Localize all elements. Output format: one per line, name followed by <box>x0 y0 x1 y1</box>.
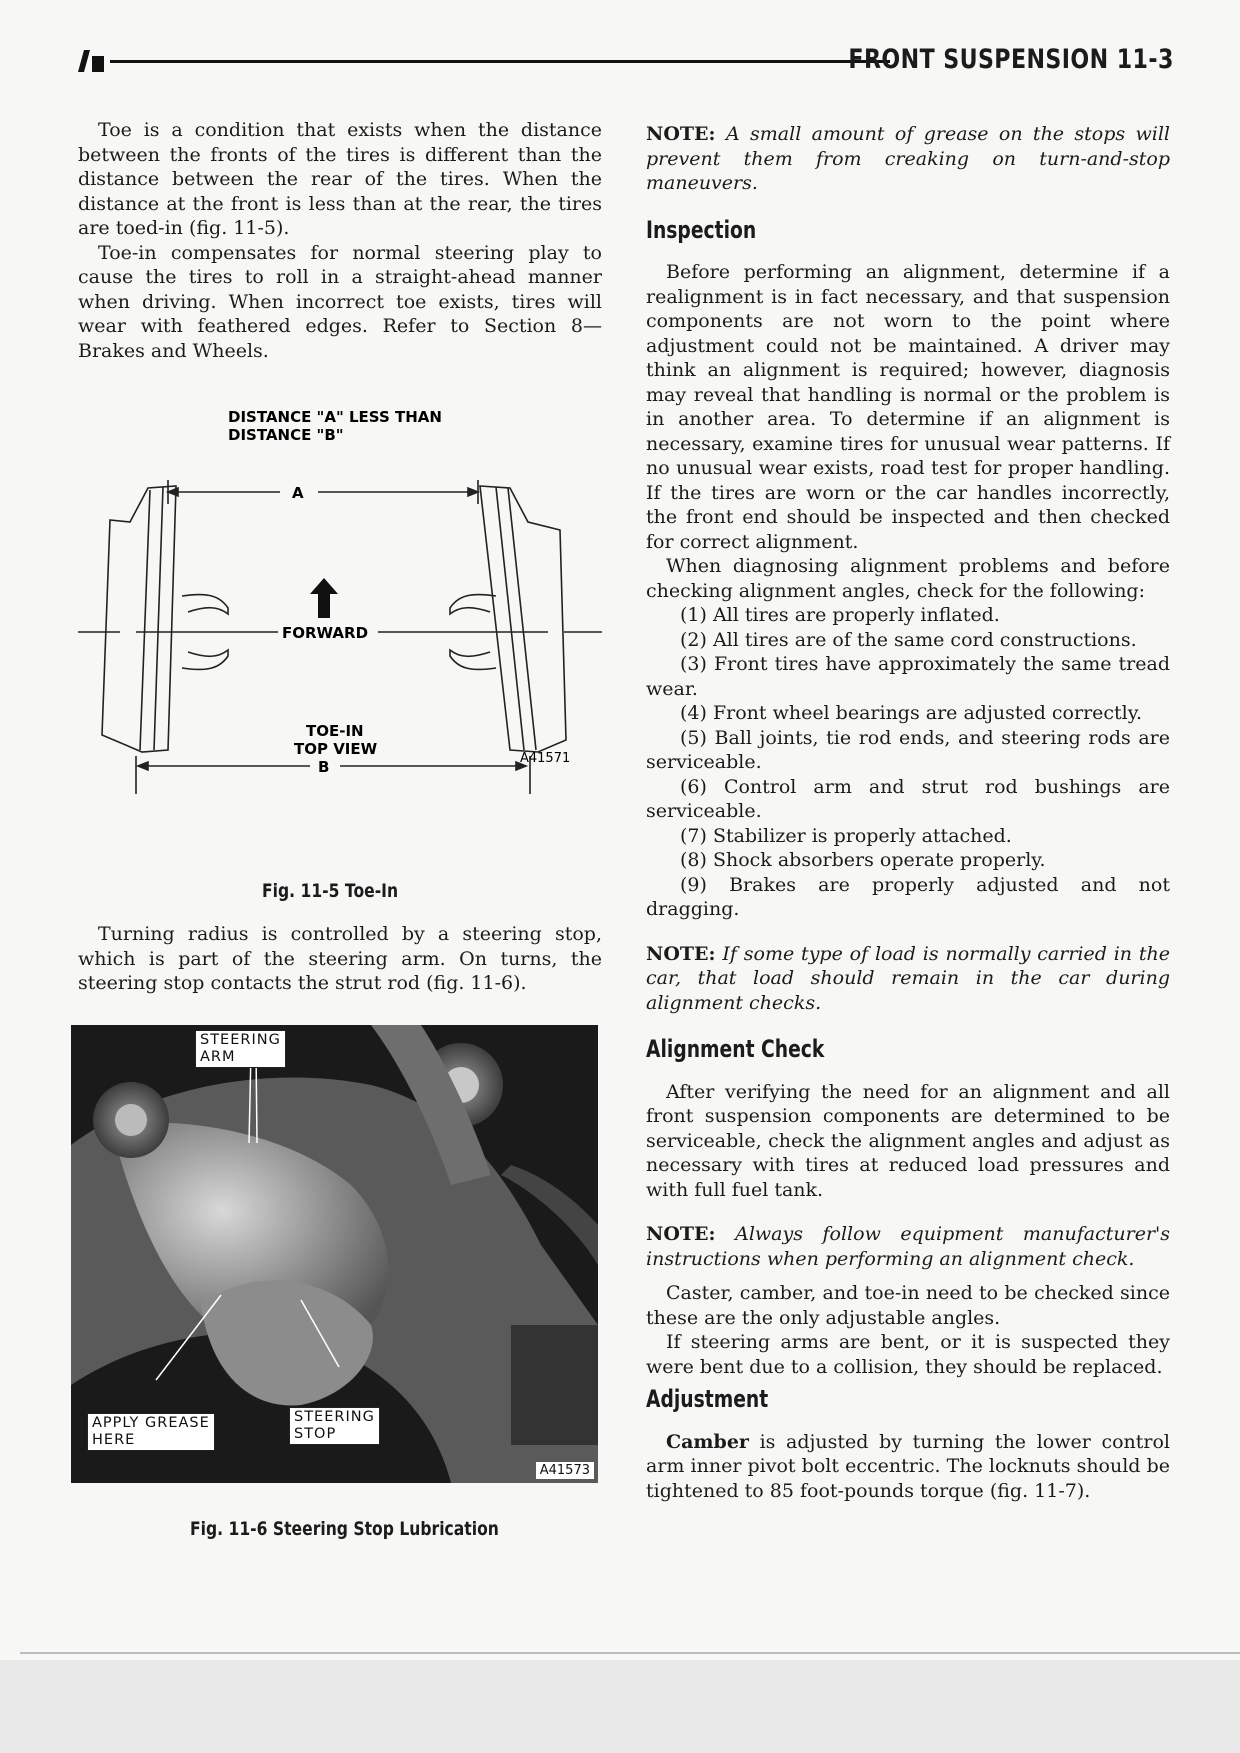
callout-apply-grease <box>87 1413 215 1451</box>
label-distance-line1: DISTANCE "A" LESS THAN <box>228 408 442 426</box>
label-a: A <box>292 484 304 502</box>
paragraph-turning-radius: Turning radius is controlled by a steering stop, which is part of the steering arm. On turns, the steering stop contacts the strut rod (fig. 11-6). <box>78 923 602 994</box>
paragraph-bent-arms: If steering arms are bent, or it is suspected they were bent due to a collision, they should be replaced. <box>646 1331 1170 1378</box>
note-text: If some type of load is normally carried in the car, that load should remain in the car during alignment checks. <box>646 942 1170 1014</box>
figure-11-6-caption: Fig. 11-6 Steering Stop Lubrication <box>190 1518 499 1540</box>
note-label: NOTE: <box>646 1223 716 1245</box>
label-toe-in: TOE-IN <box>306 722 364 740</box>
steering-stop-photo <box>71 1025 598 1483</box>
checklist-item: (4) Front wheel bearings are adjusted correctly. <box>680 702 1142 724</box>
checklist-item: (1) All tires are properly inflated. <box>680 604 1000 626</box>
forward-arrow-icon <box>310 578 338 618</box>
paragraph-alignment-check: After verifying the need for an alignment and all front suspension components are determined to be serviceable, check the alignment angles and adjust as necessary with tires at reduced load pressures and with full fuel tank. <box>646 1080 1170 1201</box>
figure-id-a41571: A41571 <box>520 751 571 766</box>
note-grease <box>646 122 1170 196</box>
checklist-item: (3) Front tires have approximately the same tread wear. <box>646 653 1170 700</box>
toe-in-diagram <box>78 400 602 820</box>
callout-apply-grease-line1: APPLY GREASE <box>92 1415 210 1431</box>
label-forward: FORWARD <box>282 624 369 642</box>
checklist-item: (2) All tires are of the same cord constructions. <box>680 628 1137 651</box>
paragraph-diagnosing: When diagnosing alignment problems and before checking alignment angles, check for the following: <box>646 555 1170 602</box>
checklist-item: (7) Stabilizer is properly attached. <box>680 824 1012 847</box>
paragraph-inspection: Before performing an alignment, determine if a realignment is in fact necessary, and that suspension components are not worn to the point where adjustment could not be maintained. A driver may think an alignment is required; however, diagnosis may reveal that handling is normal or the problem is in another area. To determine if an alignment is necessary, examine tires for unusual wear patterns. If no unusual wear exists, road test for proper handling. If the tires are worn or the car handles incorrectly, the front end should be inspected and then checked for correct alignment. <box>646 261 1170 553</box>
page-header-title: FRONT SUSPENSION 11-3 <box>848 44 1174 75</box>
label-b: B <box>318 758 330 776</box>
paragraph-toe-definition: Toe is a condition that exists when the distance between the fronts of the tires is different than the distance between the rear of the tires. When the distance at the front is less than at the rear, the tires are toed-in (fig. 11-5). <box>78 119 602 239</box>
paragraph-adjustable-angles: Caster, camber, and toe-in need to be checked since these are the only adjustable angles. <box>646 1282 1170 1329</box>
heading-adjustment: Adjustment <box>646 1385 769 1413</box>
callout-steering-stop-line2: STOP <box>294 1426 337 1442</box>
note-text: A small amount of grease on the stops will prevent them from creaking on turn-and-stop maneuvers. <box>646 123 1171 194</box>
figure-id-a41573: A41573 <box>536 1462 594 1479</box>
note-manufacturer <box>646 1222 1170 1271</box>
paragraph-toe-in: Toe-in compensates for normal steering play to cause the tires to roll in a straight-ahead manner when driving. When incorrect toe exists, tires will wear with feathered edges. Refer to Section 8—Brakes and Wheels. <box>78 241 602 362</box>
note-load <box>646 942 1170 1016</box>
camber-term: Camber <box>666 1430 749 1453</box>
page-edge <box>20 1652 1240 1654</box>
right-column <box>646 122 1170 1503</box>
callout-steering-stop <box>289 1407 380 1445</box>
callout-steering-stop-line1: STEERING <box>294 1409 375 1425</box>
checklist-item: (5) Ball joints, tie rod ends, and steering rods are serviceable. <box>646 726 1170 773</box>
right-tire-outline <box>480 486 566 752</box>
label-distance-line2: DISTANCE "B" <box>228 426 344 444</box>
paragraph-camber <box>646 1430 1170 1504</box>
note-label: NOTE: <box>646 942 716 965</box>
checklist-item: (8) Shock absorbers operate properly. <box>680 849 1046 871</box>
note-text: Always follow equipment manufacturer's instructions when performing an alignment check. <box>646 1223 1170 1270</box>
callout-steering-arm-line2: ARM <box>200 1049 236 1065</box>
callout-steering-arm <box>195 1030 286 1068</box>
checklist-item: (9) Brakes are properly adjusted and not dragging. <box>646 873 1170 920</box>
left-column-lower <box>78 922 602 996</box>
callout-steering-arm-line1: STEERING <box>200 1032 281 1048</box>
callout-apply-grease-line2: HERE <box>92 1432 136 1448</box>
figure-11-5-caption: Fig. 11-5 Toe-In <box>262 880 399 902</box>
left-column <box>78 118 602 363</box>
section-mark-icon <box>78 50 106 72</box>
checklist-item: (6) Control arm and strut rod bushings are serviceable. <box>646 775 1170 822</box>
left-tire-outline <box>102 486 176 752</box>
header-rule <box>110 60 890 63</box>
label-top-view: TOP VIEW <box>294 740 378 758</box>
camber-text: is adjusted by turning the lower control arm inner pivot bolt eccentric. The locknuts should be tightened to 85 foot-pounds torque (fig. 11-7). <box>646 1430 1170 1502</box>
heading-inspection: Inspection <box>646 215 757 244</box>
heading-alignment-check: Alignment Check <box>646 1035 825 1063</box>
note-label: NOTE: <box>646 123 716 145</box>
